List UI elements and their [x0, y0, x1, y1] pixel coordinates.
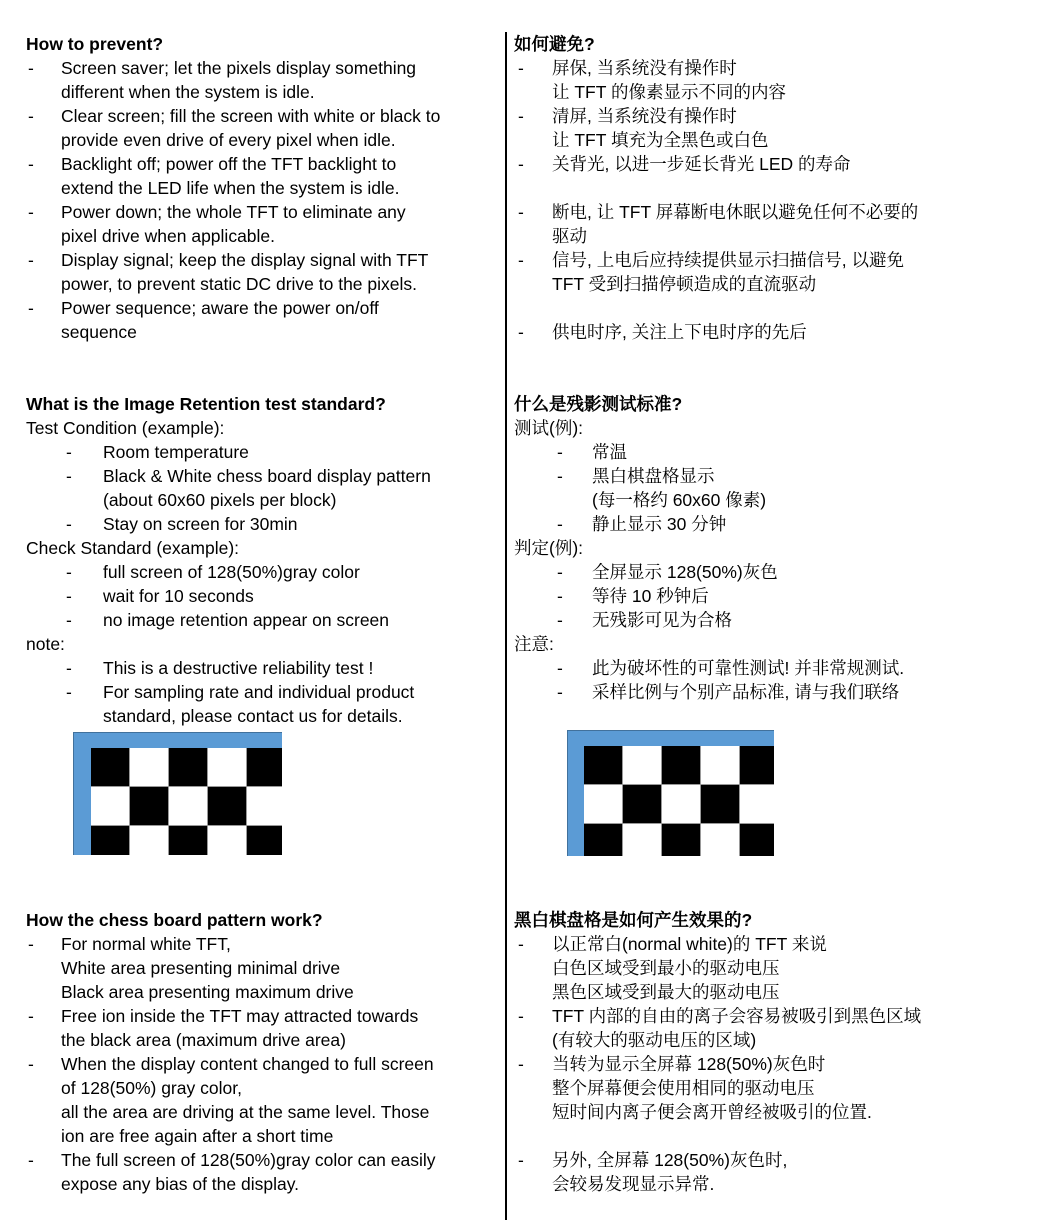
bullet-text: Room temperature: [103, 442, 249, 462]
en-section-3: [26, 908, 498, 1196]
bullet-dash: -: [66, 610, 72, 630]
bullet-dash: -: [28, 250, 34, 270]
bullet-dash: -: [518, 154, 524, 174]
en-section-1: [26, 32, 498, 344]
checker-cell: [740, 785, 774, 823]
bullet-text: Power down; the whole TFT to eliminate any: [61, 202, 406, 222]
bullet-dash: -: [518, 202, 524, 222]
text-line: standard, please contact us for details.: [103, 706, 403, 726]
checker-cell: [91, 787, 129, 825]
blank-line: [514, 1124, 1038, 1148]
checker-cell: [208, 748, 246, 786]
text-line: [514, 680, 1038, 704]
checker-cell: [623, 746, 661, 784]
text-line: [514, 440, 1038, 464]
checker-cell: [740, 746, 774, 784]
bullet-text: no image retention appear on screen: [103, 610, 390, 630]
bullet-dash: -: [66, 658, 72, 678]
bullet-text: For sampling rate and individual product: [103, 682, 415, 702]
bullet-text: Stay on screen for 30min: [103, 514, 298, 534]
checker-cell: [169, 787, 207, 825]
text-line: [26, 932, 498, 956]
text-line: pixel drive when applicable.: [61, 226, 276, 246]
bullet-text: Free ion inside the TFT may attracted towards: [61, 1006, 419, 1026]
text-line: 注意:: [514, 634, 554, 654]
bullet-dash: -: [28, 1150, 34, 1170]
section-heading: How the chess board pattern work?: [26, 910, 323, 930]
board-blue-frame: [567, 730, 774, 856]
bullet-text: 静止显示 30 分钟: [592, 514, 727, 534]
checker-cell: [208, 826, 246, 855]
bullet-dash: -: [28, 154, 34, 174]
checker-cell: [662, 785, 700, 823]
text-line: [26, 440, 498, 464]
text-line: [26, 1052, 498, 1076]
bullet-text: 无残影可见为合格: [592, 610, 732, 630]
bullet-dash: -: [66, 514, 72, 534]
text-line: [514, 56, 1038, 80]
text-line: [514, 560, 1038, 584]
bullet-text: Power sequence; aware the power on/off: [61, 298, 379, 318]
bullet-text: 另外, 全屏幕 128(50%)灰色时,: [552, 1150, 788, 1170]
text-line: [514, 200, 1038, 224]
checkerboard-grid: [91, 748, 282, 855]
bullet-dash: -: [28, 298, 34, 318]
text-line: 测试(例):: [514, 418, 584, 438]
bullet-text: 此为破坏性的可靠性测试! 并非常规测试.: [592, 658, 905, 678]
text-line: [26, 56, 498, 80]
text-line: [26, 656, 498, 680]
text-line: [514, 1004, 1038, 1028]
text-line: ion are free again after a short time: [61, 1126, 334, 1146]
bullet-text: 屏保, 当系统没有操作时: [552, 58, 737, 78]
text-line: [514, 320, 1038, 344]
text-line: 短时间内离子便会离开曾经被吸引的位置.: [552, 1102, 872, 1122]
section-heading: How to prevent?: [26, 34, 164, 54]
checkerboard-grid: [584, 746, 774, 856]
text-line: [26, 584, 498, 608]
checker-cell: [169, 826, 207, 855]
text-line: [514, 1148, 1038, 1172]
text-line: extend the LED life when the system is idle.: [61, 178, 400, 198]
bullet-text: This is a destructive reliability test !: [103, 658, 374, 678]
section-heading: 什么是残影测试标准?: [514, 394, 683, 414]
bullet-text: For normal white TFT,: [61, 934, 231, 954]
bullet-text: 以正常白(normal white)的 TFT 来说: [552, 934, 827, 954]
bullet-dash: -: [66, 466, 72, 486]
text-line: [514, 464, 1038, 488]
bullet-text: Screen saver; let the pixels display something: [61, 58, 417, 78]
text-line: [514, 248, 1038, 272]
section-heading: What is the Image Retention test standard?: [26, 394, 386, 414]
section-heading: 如何避免?: [514, 34, 595, 54]
bullet-dash: -: [28, 106, 34, 126]
bullet-dash: -: [557, 514, 563, 534]
checker-cell: [740, 824, 774, 856]
checker-cell: [701, 785, 739, 823]
bullet-text: 断电, 让 TFT 屏幕断电休眠以避免任何不必要的: [552, 202, 919, 222]
checker-cell: [91, 748, 129, 786]
text-line: [26, 680, 498, 704]
checker-cell: [247, 787, 282, 825]
text-line: [26, 1004, 498, 1028]
bullet-dash: -: [66, 586, 72, 606]
bullet-text: 等待 10 秒钟后: [592, 586, 709, 606]
bullet-text: 全屏显示 128(50%)灰色: [592, 562, 778, 582]
text-line: [514, 932, 1038, 956]
column-divider: [505, 32, 507, 1220]
bullet-dash: -: [557, 586, 563, 606]
checker-cell: [130, 787, 168, 825]
bullet-text: full screen of 128(50%)gray color: [103, 562, 360, 582]
board-blue-frame: [73, 732, 282, 855]
text-line: 整个屏幕便会使用相同的驱动电压: [552, 1078, 815, 1098]
text-line: 驱动: [552, 226, 587, 246]
checker-cell: [130, 826, 168, 855]
text-line: White area presenting minimal drive: [61, 958, 341, 978]
zh-section-1: [514, 32, 1038, 344]
bullet-dash: -: [518, 1150, 524, 1170]
bullet-dash: -: [66, 682, 72, 702]
bullet-dash: -: [66, 562, 72, 582]
text-line: [26, 464, 498, 488]
bullet-text: When the display content changed to full screen: [61, 1054, 434, 1074]
section-heading: 黑白棋盘格是如何产生效果的?: [514, 910, 753, 930]
text-line: expose any bias of the display.: [61, 1174, 300, 1194]
bullet-dash: -: [557, 682, 563, 702]
bullet-dash: -: [28, 1006, 34, 1026]
text-line: (about 60x60 pixels per block): [103, 490, 337, 510]
bullet-text: TFT 内部的自由的离子会容易被吸引到黑色区域: [552, 1006, 922, 1026]
text-line: [514, 104, 1038, 128]
text-line: [514, 584, 1038, 608]
checker-cell: [584, 824, 622, 856]
checker-cell: [701, 824, 739, 856]
bullet-dash: -: [518, 106, 524, 126]
text-line: 让 TFT 的像素显示不同的内容: [552, 82, 786, 102]
text-line: 判定(例):: [514, 538, 584, 558]
checker-cell: [662, 824, 700, 856]
bullet-dash: -: [557, 658, 563, 678]
bullet-text: The full screen of 128(50%)gray color can easily: [61, 1150, 436, 1170]
bullet-dash: -: [518, 322, 524, 342]
bullet-text: 清屏, 当系统没有操作时: [552, 106, 737, 126]
text-line: of 128(50%) gray color,: [61, 1078, 242, 1098]
checkerboard-image-right: [567, 730, 774, 856]
checker-cell: [247, 748, 282, 786]
text-line: [514, 1052, 1038, 1076]
bullet-dash: -: [28, 934, 34, 954]
text-line: different when the system is idle.: [61, 82, 315, 102]
bullet-dash: -: [557, 610, 563, 630]
text-line: (每一格约 60x60 像素): [592, 490, 767, 510]
checker-cell: [130, 748, 168, 786]
checker-cell: [623, 824, 661, 856]
bullet-dash: -: [28, 202, 34, 222]
bullet-text: 供电时序, 关注上下电时序的先后: [552, 322, 807, 342]
text-line: [514, 152, 1038, 176]
checker-cell: [91, 826, 129, 855]
blank-line: [514, 296, 1038, 320]
checker-cell: [208, 787, 246, 825]
bullet-text: 黑白棋盘格显示: [592, 466, 715, 486]
text-line: [26, 200, 498, 224]
text-line: sequence: [61, 322, 137, 342]
text-line: all the area are driving at the same level. Those: [61, 1102, 430, 1122]
checker-cell: [584, 746, 622, 784]
text-line: 白色区域受到最小的驱动电压: [552, 958, 780, 978]
bullet-dash: -: [66, 442, 72, 462]
text-line: 会较易发现显示异常.: [552, 1174, 715, 1194]
text-line: provide even drive of every pixel when idle.: [61, 130, 396, 150]
text-line: 黑色区域受到最大的驱动电压: [552, 982, 780, 1002]
checkerboard-image-left: [73, 732, 282, 855]
text-line: (有较大的驱动电压的区域): [552, 1030, 757, 1050]
bullet-dash: -: [518, 58, 524, 78]
text-line: [26, 104, 498, 128]
text-line: [514, 608, 1038, 632]
text-line: [26, 560, 498, 584]
text-line: Test Condition (example):: [26, 418, 225, 438]
text-line: Black area presenting maximum drive: [61, 982, 354, 1002]
checker-cell: [584, 785, 622, 823]
bullet-text: Clear screen; fill the screen with white or black to: [61, 106, 441, 126]
text-line: power, to prevent static DC drive to the pixels.: [61, 274, 417, 294]
bullet-text: 信号, 上电后应持续提供显示扫描信号, 以避免: [552, 250, 904, 270]
bullet-dash: -: [28, 1054, 34, 1074]
bullet-text: 采样比例与个别产品标准, 请与我们联络: [592, 682, 900, 702]
checker-cell: [701, 746, 739, 784]
bullet-dash: -: [518, 1054, 524, 1074]
text-line: Check Standard (example):: [26, 538, 240, 558]
text-line: TFT 受到扫描停顿造成的直流驱动: [552, 274, 817, 294]
zh-section-2: [514, 392, 1038, 704]
bullet-text: 当转为显示全屏幕 128(50%)灰色时: [552, 1054, 826, 1074]
checker-cell: [169, 748, 207, 786]
bullet-text: 关背光, 以进一步延长背光 LED 的寿命: [552, 154, 851, 174]
checker-cell: [662, 746, 700, 784]
bullet-text: wait for 10 seconds: [103, 586, 254, 606]
text-line: [26, 152, 498, 176]
text-line: [26, 608, 498, 632]
bullet-dash: -: [557, 562, 563, 582]
text-line: [26, 1148, 498, 1172]
blank-line: [514, 176, 1038, 200]
bullet-dash: -: [557, 466, 563, 486]
bullet-dash: -: [518, 1006, 524, 1026]
checker-cell: [623, 785, 661, 823]
text-line: [26, 248, 498, 272]
text-line: note:: [26, 634, 65, 654]
checker-cell: [247, 826, 282, 855]
text-line: [26, 296, 498, 320]
en-section-2: [26, 392, 498, 728]
text-line: [514, 656, 1038, 680]
bullet-dash: -: [557, 442, 563, 462]
text-line: 让 TFT 填充为全黑色或白色: [552, 130, 769, 150]
text-line: [26, 512, 498, 536]
bullet-dash: -: [518, 250, 524, 270]
bullet-text: Display signal; keep the display signal with TFT: [61, 250, 429, 270]
bullet-text: Backlight off; power off the TFT backlight to: [61, 154, 397, 174]
text-line: the black area (maximum drive area): [61, 1030, 346, 1050]
bullet-text: 常温: [592, 442, 627, 462]
bullet-dash: -: [518, 934, 524, 954]
zh-section-3: [514, 908, 1038, 1196]
bullet-text: Black & White chess board display pattern: [103, 466, 431, 486]
text-line: [514, 512, 1038, 536]
bullet-dash: -: [28, 58, 34, 78]
